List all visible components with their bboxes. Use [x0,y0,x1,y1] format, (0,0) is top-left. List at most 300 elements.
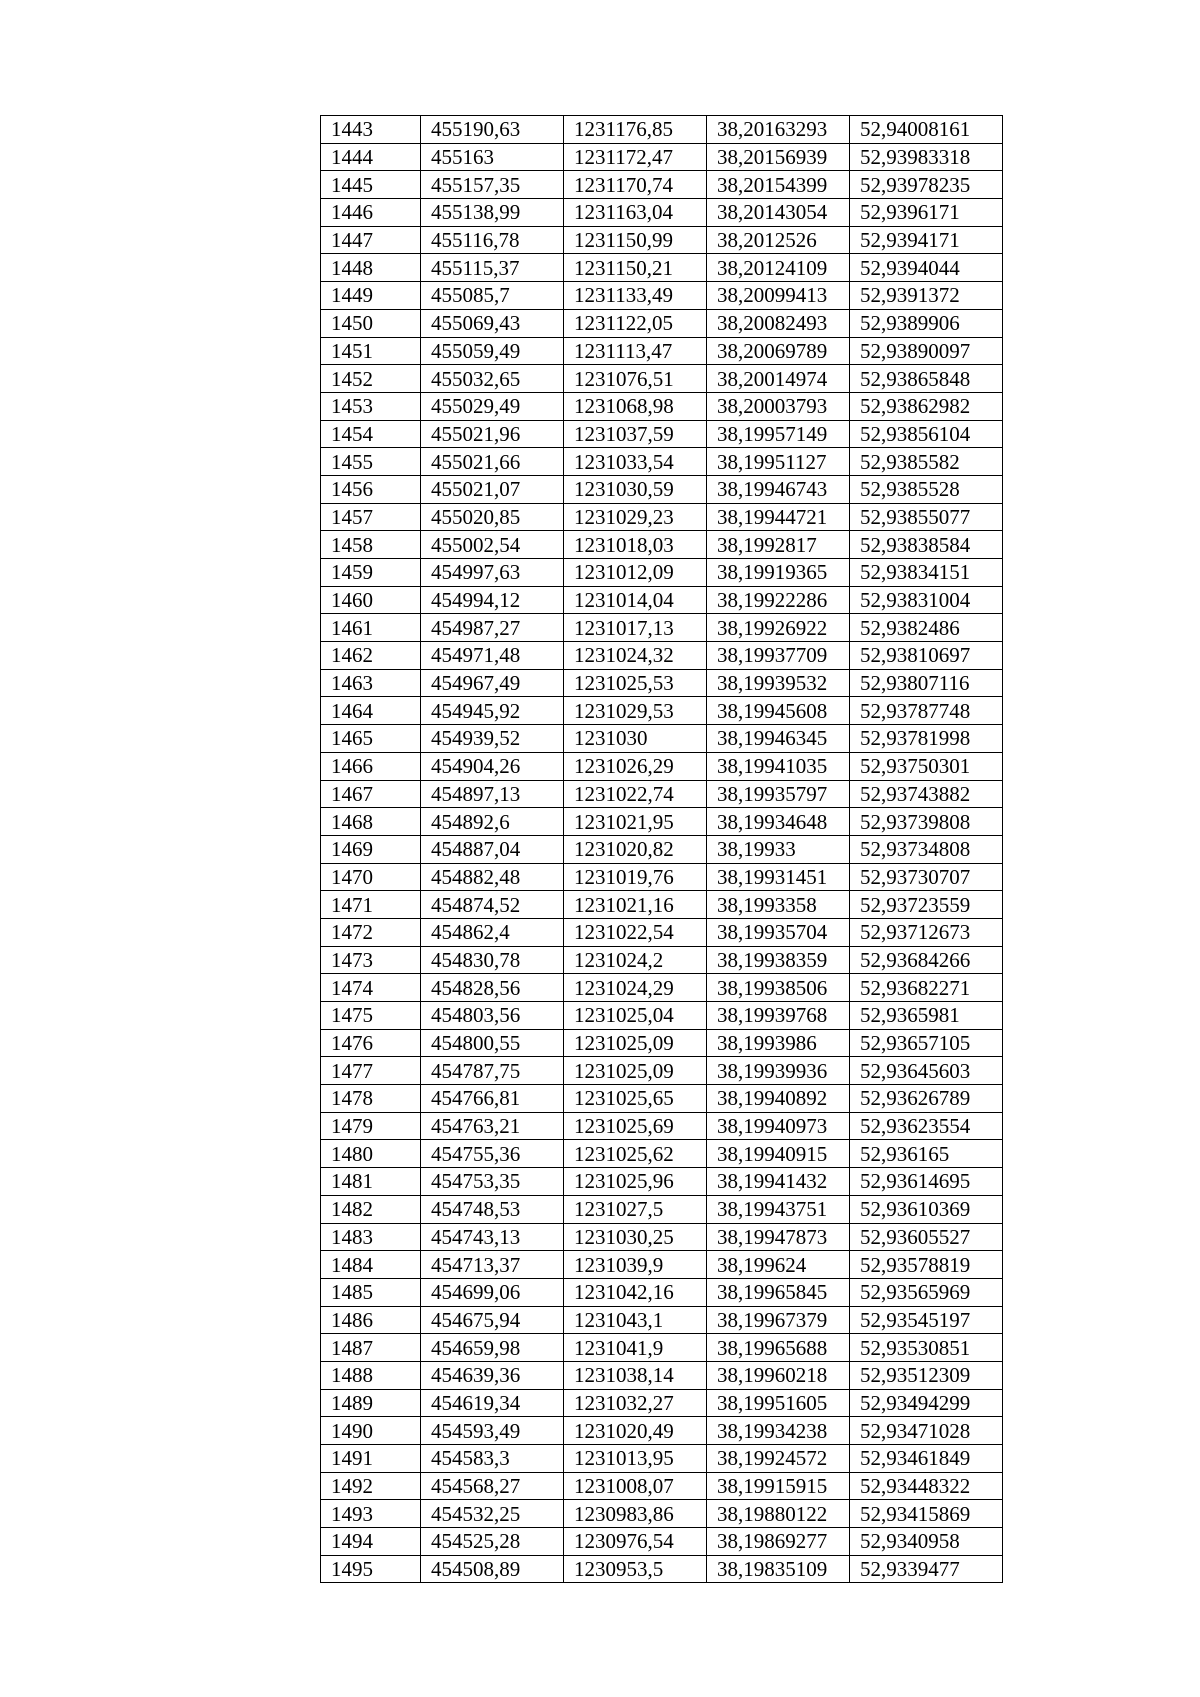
point-number-cell: 1479 [321,1112,421,1140]
point-number-cell: 1458 [321,531,421,559]
longitude-cell: 38,19946743 [707,475,850,503]
x-coordinate-cell: 454787,75 [421,1057,564,1085]
longitude-cell: 38,20069789 [707,337,850,365]
latitude-cell: 52,93494299 [850,1389,1003,1417]
x-coordinate-cell: 454945,92 [421,697,564,725]
y-coordinate-cell: 1231150,99 [564,226,707,254]
x-coordinate-cell: 454675,94 [421,1306,564,1334]
y-coordinate-cell: 1231030,59 [564,475,707,503]
point-number-cell: 1454 [321,420,421,448]
x-coordinate-cell: 454659,98 [421,1334,564,1362]
latitude-cell: 52,93855077 [850,503,1003,531]
table-row [321,1168,1003,1196]
latitude-cell: 52,93471028 [850,1417,1003,1445]
y-coordinate-cell: 1231170,74 [564,171,707,199]
table-row [321,116,1003,144]
x-coordinate-cell: 454593,49 [421,1417,564,1445]
x-coordinate-cell: 455085,7 [421,282,564,310]
longitude-cell: 38,19931451 [707,863,850,891]
y-coordinate-cell: 1230953,5 [564,1555,707,1583]
longitude-cell: 38,19951127 [707,448,850,476]
table-row [321,1085,1003,1113]
longitude-cell: 38,19960218 [707,1361,850,1389]
point-number-cell: 1470 [321,863,421,891]
point-number-cell: 1484 [321,1251,421,1279]
longitude-cell: 38,1992817 [707,531,850,559]
table-row [321,1500,1003,1528]
point-number-cell: 1469 [321,835,421,863]
x-coordinate-cell: 455138,99 [421,199,564,227]
table-row [321,143,1003,171]
table-row [321,946,1003,974]
x-coordinate-cell: 454967,49 [421,669,564,697]
x-coordinate-cell: 454874,52 [421,891,564,919]
y-coordinate-cell: 1231029,23 [564,503,707,531]
latitude-cell: 52,93730707 [850,863,1003,891]
longitude-cell: 38,20163293 [707,116,850,144]
longitude-cell: 38,20154399 [707,171,850,199]
x-coordinate-cell: 454897,13 [421,780,564,808]
y-coordinate-cell: 1231024,2 [564,946,707,974]
y-coordinate-cell: 1231024,29 [564,974,707,1002]
y-coordinate-cell: 1231030 [564,725,707,753]
point-number-cell: 1464 [321,697,421,725]
x-coordinate-cell: 454882,48 [421,863,564,891]
point-number-cell: 1485 [321,1278,421,1306]
longitude-cell: 38,19940892 [707,1085,850,1113]
table-row [321,420,1003,448]
table-row [321,614,1003,642]
longitude-cell: 38,19947873 [707,1223,850,1251]
longitude-cell: 38,19940915 [707,1140,850,1168]
x-coordinate-cell: 455190,63 [421,116,564,144]
y-coordinate-cell: 1231025,96 [564,1168,707,1196]
y-coordinate-cell: 1230976,54 [564,1528,707,1556]
latitude-cell: 52,93734808 [850,835,1003,863]
x-coordinate-cell: 455020,85 [421,503,564,531]
x-coordinate-cell: 455069,43 [421,309,564,337]
longitude-cell: 38,19939532 [707,669,850,697]
table-row [321,309,1003,337]
y-coordinate-cell: 1231021,95 [564,808,707,836]
y-coordinate-cell: 1231020,49 [564,1417,707,1445]
x-coordinate-cell: 455021,96 [421,420,564,448]
y-coordinate-cell: 1231041,9 [564,1334,707,1362]
longitude-cell: 38,19880122 [707,1500,850,1528]
x-coordinate-cell: 454862,4 [421,918,564,946]
x-coordinate-cell: 455021,07 [421,475,564,503]
table-row [321,1002,1003,1030]
table-row [321,1029,1003,1057]
longitude-cell: 38,19945608 [707,697,850,725]
table-row [321,171,1003,199]
x-coordinate-cell: 454699,06 [421,1278,564,1306]
longitude-cell: 38,19835109 [707,1555,850,1583]
point-number-cell: 1475 [321,1002,421,1030]
y-coordinate-cell: 1231133,49 [564,282,707,310]
x-coordinate-cell: 454997,63 [421,559,564,587]
y-coordinate-cell: 1231029,53 [564,697,707,725]
latitude-cell: 52,9385582 [850,448,1003,476]
longitude-cell: 38,20156939 [707,143,850,171]
y-coordinate-cell: 1231033,54 [564,448,707,476]
latitude-cell: 52,9385528 [850,475,1003,503]
y-coordinate-cell: 1231012,09 [564,559,707,587]
longitude-cell: 38,19943751 [707,1195,850,1223]
y-coordinate-cell: 1231113,47 [564,337,707,365]
point-number-cell: 1462 [321,642,421,670]
longitude-cell: 38,2012526 [707,226,850,254]
x-coordinate-cell: 454508,89 [421,1555,564,1583]
longitude-cell: 38,19934238 [707,1417,850,1445]
latitude-cell: 52,93645603 [850,1057,1003,1085]
latitude-cell: 52,93723559 [850,891,1003,919]
point-number-cell: 1449 [321,282,421,310]
latitude-cell: 52,93862982 [850,392,1003,420]
x-coordinate-cell: 454525,28 [421,1528,564,1556]
x-coordinate-cell: 454748,53 [421,1195,564,1223]
y-coordinate-cell: 1231018,03 [564,531,707,559]
longitude-cell: 38,19941035 [707,752,850,780]
longitude-cell: 38,19869277 [707,1528,850,1556]
longitude-cell: 38,20124109 [707,254,850,282]
x-coordinate-cell: 455002,54 [421,531,564,559]
longitude-cell: 38,19938506 [707,974,850,1002]
point-number-cell: 1488 [321,1361,421,1389]
coordinate-table-body [321,116,1003,1583]
table-row [321,1417,1003,1445]
y-coordinate-cell: 1231172,47 [564,143,707,171]
latitude-cell: 52,93623554 [850,1112,1003,1140]
latitude-cell: 52,93626789 [850,1085,1003,1113]
x-coordinate-cell: 455115,37 [421,254,564,282]
x-coordinate-cell: 454939,52 [421,725,564,753]
y-coordinate-cell: 1231022,54 [564,918,707,946]
y-coordinate-cell: 1231163,04 [564,199,707,227]
point-number-cell: 1483 [321,1223,421,1251]
table-row [321,697,1003,725]
y-coordinate-cell: 1231043,1 [564,1306,707,1334]
y-coordinate-cell: 1231037,59 [564,420,707,448]
table-row [321,1278,1003,1306]
point-number-cell: 1491 [321,1445,421,1473]
y-coordinate-cell: 1231032,27 [564,1389,707,1417]
latitude-cell: 52,93712673 [850,918,1003,946]
table-row [321,1223,1003,1251]
y-coordinate-cell: 1231042,16 [564,1278,707,1306]
longitude-cell: 38,20082493 [707,309,850,337]
table-row [321,1445,1003,1473]
y-coordinate-cell: 1231021,16 [564,891,707,919]
table-row [321,448,1003,476]
table-row [321,725,1003,753]
table-row [321,808,1003,836]
y-coordinate-cell: 1231017,13 [564,614,707,642]
x-coordinate-cell: 454763,21 [421,1112,564,1140]
point-number-cell: 1482 [321,1195,421,1223]
x-coordinate-cell: 455021,66 [421,448,564,476]
longitude-cell: 38,19965845 [707,1278,850,1306]
longitude-cell: 38,20099413 [707,282,850,310]
latitude-cell: 52,93614695 [850,1168,1003,1196]
latitude-cell: 52,9382486 [850,614,1003,642]
y-coordinate-cell: 1231027,5 [564,1195,707,1223]
latitude-cell: 52,93890097 [850,337,1003,365]
table-row [321,337,1003,365]
x-coordinate-cell: 455032,65 [421,365,564,393]
point-number-cell: 1489 [321,1389,421,1417]
point-number-cell: 1473 [321,946,421,974]
point-number-cell: 1450 [321,309,421,337]
y-coordinate-cell: 1231025,62 [564,1140,707,1168]
point-number-cell: 1448 [321,254,421,282]
longitude-cell: 38,19934648 [707,808,850,836]
point-number-cell: 1492 [321,1472,421,1500]
table-row [321,1472,1003,1500]
x-coordinate-cell: 454619,34 [421,1389,564,1417]
latitude-cell: 52,93415869 [850,1500,1003,1528]
latitude-cell: 52,93739808 [850,808,1003,836]
point-number-cell: 1444 [321,143,421,171]
point-number-cell: 1476 [321,1029,421,1057]
point-number-cell: 1472 [321,918,421,946]
table-row [321,1528,1003,1556]
latitude-cell: 52,9340958 [850,1528,1003,1556]
x-coordinate-cell: 454830,78 [421,946,564,974]
table-row [321,891,1003,919]
latitude-cell: 52,93530851 [850,1334,1003,1362]
longitude-cell: 38,19919365 [707,559,850,587]
table-row [321,752,1003,780]
latitude-cell: 52,93605527 [850,1223,1003,1251]
latitude-cell: 52,93657105 [850,1029,1003,1057]
x-coordinate-cell: 454971,48 [421,642,564,670]
point-number-cell: 1486 [321,1306,421,1334]
table-row [321,1306,1003,1334]
point-number-cell: 1487 [321,1334,421,1362]
latitude-cell: 52,9365981 [850,1002,1003,1030]
y-coordinate-cell: 1231025,69 [564,1112,707,1140]
y-coordinate-cell: 1231038,14 [564,1361,707,1389]
point-number-cell: 1494 [321,1528,421,1556]
latitude-cell: 52,93545197 [850,1306,1003,1334]
latitude-cell: 52,93834151 [850,559,1003,587]
point-number-cell: 1446 [321,199,421,227]
point-number-cell: 1481 [321,1168,421,1196]
latitude-cell: 52,93865848 [850,365,1003,393]
y-coordinate-cell: 1231025,65 [564,1085,707,1113]
point-number-cell: 1459 [321,559,421,587]
x-coordinate-cell: 454887,04 [421,835,564,863]
x-coordinate-cell: 454766,81 [421,1085,564,1113]
longitude-cell: 38,199624 [707,1251,850,1279]
longitude-cell: 38,19939768 [707,1002,850,1030]
point-number-cell: 1453 [321,392,421,420]
point-number-cell: 1474 [321,974,421,1002]
table-row [321,282,1003,310]
longitude-cell: 38,19967379 [707,1306,850,1334]
y-coordinate-cell: 1231025,09 [564,1057,707,1085]
table-row [321,835,1003,863]
latitude-cell: 52,9396171 [850,199,1003,227]
y-coordinate-cell: 1231150,21 [564,254,707,282]
longitude-cell: 38,19951605 [707,1389,850,1417]
y-coordinate-cell: 1231025,53 [564,669,707,697]
table-row [321,586,1003,614]
table-row [321,531,1003,559]
x-coordinate-cell: 454904,26 [421,752,564,780]
longitude-cell: 38,19941432 [707,1168,850,1196]
table-row [321,226,1003,254]
y-coordinate-cell: 1231030,25 [564,1223,707,1251]
x-coordinate-cell: 454803,56 [421,1002,564,1030]
x-coordinate-cell: 454532,25 [421,1500,564,1528]
table-row [321,1112,1003,1140]
longitude-cell: 38,19939936 [707,1057,850,1085]
point-number-cell: 1460 [321,586,421,614]
table-row [321,918,1003,946]
latitude-cell: 52,93838584 [850,531,1003,559]
y-coordinate-cell: 1231025,04 [564,1002,707,1030]
table-row [321,1361,1003,1389]
latitude-cell: 52,93682271 [850,974,1003,1002]
longitude-cell: 38,19933 [707,835,850,863]
latitude-cell: 52,9394171 [850,226,1003,254]
latitude-cell: 52,93578819 [850,1251,1003,1279]
longitude-cell: 38,19957149 [707,420,850,448]
table-row [321,1140,1003,1168]
table-row [321,780,1003,808]
y-coordinate-cell: 1231039,9 [564,1251,707,1279]
longitude-cell: 38,20014974 [707,365,850,393]
table-row [321,1334,1003,1362]
point-number-cell: 1466 [321,752,421,780]
latitude-cell: 52,94008161 [850,116,1003,144]
point-number-cell: 1457 [321,503,421,531]
x-coordinate-cell: 454713,37 [421,1251,564,1279]
x-coordinate-cell: 454994,12 [421,586,564,614]
latitude-cell: 52,93831004 [850,586,1003,614]
latitude-cell: 52,93448322 [850,1472,1003,1500]
table-row [321,863,1003,891]
table-row [321,1389,1003,1417]
x-coordinate-cell: 455116,78 [421,226,564,254]
x-coordinate-cell: 455157,35 [421,171,564,199]
point-number-cell: 1445 [321,171,421,199]
y-coordinate-cell: 1231008,07 [564,1472,707,1500]
y-coordinate-cell: 1231022,74 [564,780,707,808]
latitude-cell: 52,93856104 [850,420,1003,448]
table-row [321,1057,1003,1085]
longitude-cell: 38,1993358 [707,891,850,919]
latitude-cell: 52,93978235 [850,171,1003,199]
longitude-cell: 38,20143054 [707,199,850,227]
longitude-cell: 38,20003793 [707,392,850,420]
x-coordinate-cell: 454639,36 [421,1361,564,1389]
y-coordinate-cell: 1231019,76 [564,863,707,891]
table-row [321,974,1003,1002]
y-coordinate-cell: 1231020,82 [564,835,707,863]
longitude-cell: 38,19940973 [707,1112,850,1140]
x-coordinate-cell: 455163 [421,143,564,171]
latitude-cell: 52,9339477 [850,1555,1003,1583]
table-row [321,475,1003,503]
latitude-cell: 52,93684266 [850,946,1003,974]
point-number-cell: 1451 [321,337,421,365]
longitude-cell: 38,19965688 [707,1334,850,1362]
point-number-cell: 1452 [321,365,421,393]
x-coordinate-cell: 455029,49 [421,392,564,420]
coordinate-table [320,115,1003,1583]
longitude-cell: 38,19944721 [707,503,850,531]
y-coordinate-cell: 1231013,95 [564,1445,707,1473]
point-number-cell: 1477 [321,1057,421,1085]
point-number-cell: 1471 [321,891,421,919]
table-row [321,1251,1003,1279]
longitude-cell: 38,19935797 [707,780,850,808]
point-number-cell: 1467 [321,780,421,808]
x-coordinate-cell: 454743,13 [421,1223,564,1251]
x-coordinate-cell: 454755,36 [421,1140,564,1168]
longitude-cell: 38,19937709 [707,642,850,670]
point-number-cell: 1447 [321,226,421,254]
table-row [321,1555,1003,1583]
y-coordinate-cell: 1230983,86 [564,1500,707,1528]
x-coordinate-cell: 454892,6 [421,808,564,836]
latitude-cell: 52,93807116 [850,669,1003,697]
table-row [321,559,1003,587]
point-number-cell: 1456 [321,475,421,503]
point-number-cell: 1468 [321,808,421,836]
longitude-cell: 38,19946345 [707,725,850,753]
y-coordinate-cell: 1231024,32 [564,642,707,670]
x-coordinate-cell: 455059,49 [421,337,564,365]
table-row [321,199,1003,227]
x-coordinate-cell: 454828,56 [421,974,564,1002]
point-number-cell: 1443 [321,116,421,144]
table-row [321,642,1003,670]
latitude-cell: 52,93512309 [850,1361,1003,1389]
point-number-cell: 1490 [321,1417,421,1445]
longitude-cell: 38,19926922 [707,614,850,642]
table-row [321,503,1003,531]
latitude-cell: 52,93787748 [850,697,1003,725]
latitude-cell: 52,93810697 [850,642,1003,670]
latitude-cell: 52,93565969 [850,1278,1003,1306]
x-coordinate-cell: 454583,3 [421,1445,564,1473]
y-coordinate-cell: 1231014,04 [564,586,707,614]
latitude-cell: 52,93983318 [850,143,1003,171]
longitude-cell: 38,1993986 [707,1029,850,1057]
latitude-cell: 52,93461849 [850,1445,1003,1473]
point-number-cell: 1478 [321,1085,421,1113]
latitude-cell: 52,9389906 [850,309,1003,337]
table-row [321,254,1003,282]
latitude-cell: 52,9394044 [850,254,1003,282]
point-number-cell: 1455 [321,448,421,476]
x-coordinate-cell: 454800,55 [421,1029,564,1057]
x-coordinate-cell: 454753,35 [421,1168,564,1196]
y-coordinate-cell: 1231122,05 [564,309,707,337]
table-row [321,669,1003,697]
longitude-cell: 38,19924572 [707,1445,850,1473]
latitude-cell: 52,9391372 [850,282,1003,310]
point-number-cell: 1465 [321,725,421,753]
y-coordinate-cell: 1231176,85 [564,116,707,144]
longitude-cell: 38,19938359 [707,946,850,974]
table-row [321,1195,1003,1223]
latitude-cell: 52,936165 [850,1140,1003,1168]
